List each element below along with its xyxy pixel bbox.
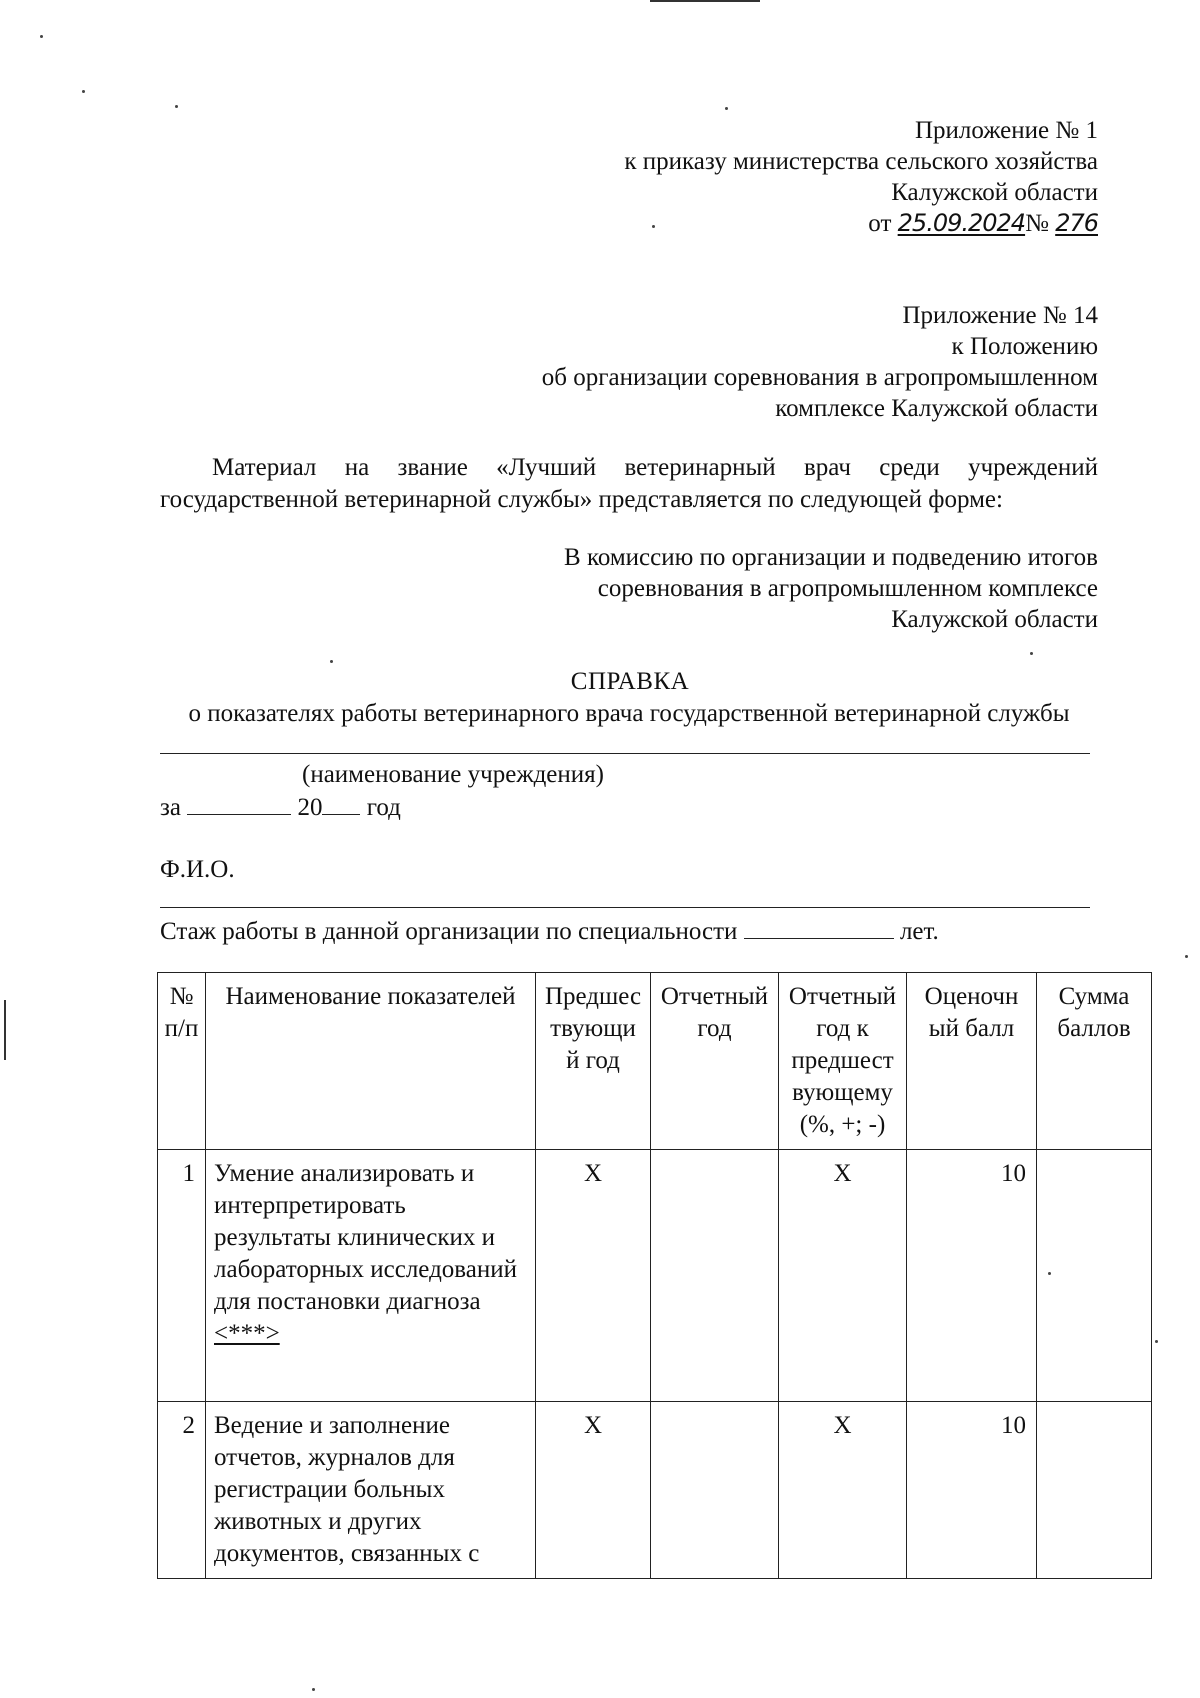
row-total xyxy=(1037,1402,1152,1579)
year-digits-blank xyxy=(322,792,360,815)
header-total: Сумма баллов xyxy=(1037,973,1152,1150)
year-period-blank xyxy=(187,792,291,815)
appendix-14-region: комплексе Калужской области xyxy=(775,395,1098,422)
stazh-blank xyxy=(744,916,894,939)
row-previous-year: X xyxy=(536,1402,651,1579)
scan-artifact-edge xyxy=(4,1000,6,1060)
year-line xyxy=(160,792,401,822)
scan-speck xyxy=(1030,652,1033,655)
row-total xyxy=(1037,1150,1152,1402)
row-number: 1 xyxy=(158,1150,206,1402)
scan-speck xyxy=(725,107,728,110)
institution-name-line xyxy=(160,753,1090,754)
order-number: 276 xyxy=(1055,209,1098,237)
row-number: 2 xyxy=(158,1402,206,1579)
appendix-1-header xyxy=(624,115,1098,239)
row-indicator-text: Умение анализировать и интерпретировать результаты клинических и лабораторных исследований для постановки диагноза xyxy=(214,1160,518,1315)
commission-line-2: соревнования в агропромышленном комплексе xyxy=(597,575,1098,602)
commission-line-1: В комиссию по организации и подведению итогов xyxy=(564,544,1098,571)
row-year-ratio: X xyxy=(779,1150,907,1402)
table-row xyxy=(158,1150,1152,1402)
stazh-line xyxy=(160,916,939,946)
date-prefix: от xyxy=(868,210,892,237)
appendix-1-order: к приказу министерства сельского хозяйства xyxy=(624,148,1098,175)
year-century: 20 xyxy=(297,794,323,821)
row-year-ratio: X xyxy=(779,1402,907,1579)
order-date: 25.09.2024 xyxy=(897,209,1026,237)
scan-artifact-bar xyxy=(650,0,760,2)
row-score: 10 xyxy=(907,1402,1037,1579)
scan-speck xyxy=(175,105,178,108)
appendix-14-header xyxy=(542,300,1098,424)
scan-speck xyxy=(312,1688,315,1691)
fio-line xyxy=(160,907,1090,908)
footnote-reference[interactable]: <***> xyxy=(214,1320,280,1347)
scan-speck xyxy=(40,35,43,38)
scan-speck xyxy=(1155,1340,1158,1343)
header-previous-year: Предшес твующи й год xyxy=(536,973,651,1150)
row-indicator-name xyxy=(206,1150,536,1402)
appendix-14-subject: об организации соревнования в агропромышленном xyxy=(541,364,1098,391)
commission-line-3: Калужской области xyxy=(891,606,1098,633)
header-number: № п/п xyxy=(158,973,206,1150)
stazh-suffix: лет. xyxy=(899,918,939,945)
appendix-1-region: Калужской области xyxy=(891,179,1098,206)
row-indicator-name: Ведение и заполнение отчетов, журналов для регистрации больных животных и других документов, связанных с xyxy=(206,1402,536,1579)
scan-speck xyxy=(1185,955,1188,958)
number-prefix: № xyxy=(1025,210,1049,237)
indicators-table xyxy=(157,972,1152,1579)
table-row xyxy=(158,1402,1152,1579)
commission-addressee xyxy=(564,542,1098,635)
row-reporting-year xyxy=(651,1402,779,1579)
spravka-subtitle: о показателях работы ветеринарного врача государственной ветеринарной службы xyxy=(188,700,1070,727)
table-header-row xyxy=(158,973,1152,1150)
row-previous-year: X xyxy=(536,1150,651,1402)
header-year-ratio: Отчетный год к предшест вующему (%, +; -) xyxy=(779,973,907,1150)
scan-speck xyxy=(330,660,333,663)
institution-label: (наименование учреждения) xyxy=(302,761,604,788)
row-reporting-year xyxy=(651,1150,779,1402)
spravka-title: СПРАВКА xyxy=(570,668,690,695)
year-prefix: за xyxy=(160,794,181,821)
year-suffix: год xyxy=(366,794,401,821)
appendix-1-date-line xyxy=(624,208,1098,239)
header-indicator-name: Наименование показателей xyxy=(206,973,536,1150)
header-score: Оценочн ый балл xyxy=(907,973,1037,1150)
header-reporting-year: Отчетный год xyxy=(651,973,779,1150)
stazh-text: Стаж работы в данной организации по специальности xyxy=(160,918,738,945)
intro-paragraph: Материал на звание «Лучший ветеринарный врач среди учреждений государственной ветеринарной службы» представляется по следующей форме: xyxy=(160,454,1098,513)
row-score: 10 xyxy=(907,1150,1037,1402)
scan-speck xyxy=(82,90,85,93)
appendix-14-regulation: к Положению xyxy=(951,333,1098,360)
appendix-14-title: Приложение № 14 xyxy=(902,302,1098,329)
fio-label: Ф.И.О. xyxy=(160,856,235,883)
appendix-1-title: Приложение № 1 xyxy=(914,117,1098,144)
